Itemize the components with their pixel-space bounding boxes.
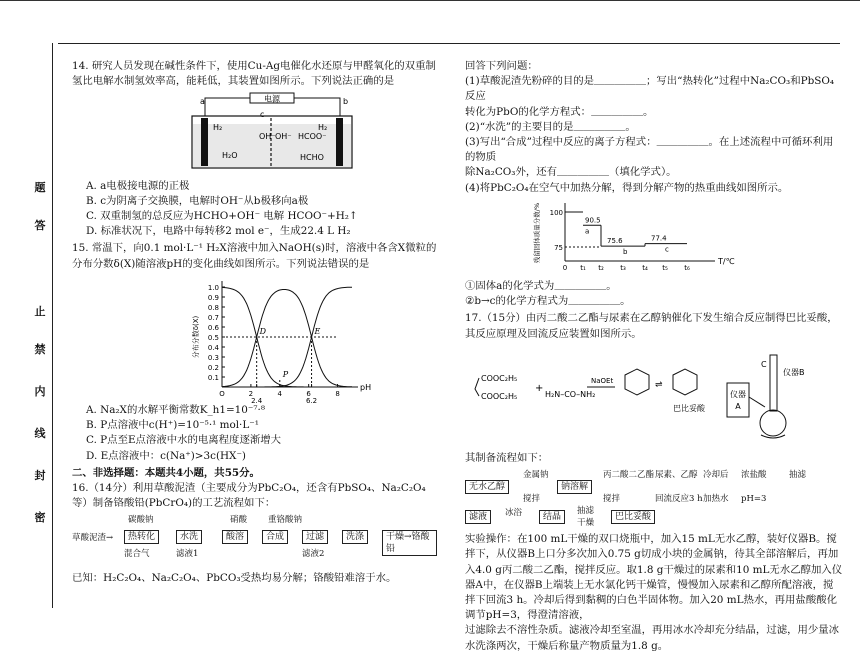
- tga-point-label: 75.6: [607, 236, 623, 245]
- q14-cell-diagram: [72, 92, 437, 170]
- equilibrium-arrow: ⇌: [655, 379, 663, 390]
- q16-byproduct-2: 滤液1: [176, 549, 199, 560]
- q16-step-5: 过滤: [302, 530, 328, 544]
- q16-sub3: (3)写出“合成”过程中反应的离子方程式：＿＿＿＿＿。在上述流程中可循环利用的物质: [465, 136, 834, 164]
- y-tick-label: 0.5: [207, 333, 219, 342]
- tga-x-tick: t₂: [598, 263, 604, 272]
- apparatus-c-label: C: [761, 359, 767, 369]
- tga-seg-label: c: [665, 245, 669, 254]
- q17-f3b: 回流反应3 h: [655, 494, 703, 505]
- q15-distribution-chart: [72, 275, 437, 405]
- x-tick-label: 6.2: [305, 396, 318, 405]
- q15-option-a: A. Na₂X的水解平衡常数K_h1=10⁻⁷·⁸: [86, 404, 265, 417]
- q16-sub4-part1: ①固体a的化学式为＿＿＿＿＿。: [465, 280, 617, 293]
- product-label: 巴比妥酸: [673, 403, 705, 413]
- tga-x-label: T/℃: [718, 256, 735, 266]
- point-label-E: E: [314, 326, 321, 336]
- catalyst-label: NaOEt: [591, 376, 614, 385]
- q17-f8b: 干燥: [577, 518, 595, 529]
- q16-sub4: (4)将PbC₂O₄在空气中加热分解，得到分解产物的热重曲线如图所示。: [465, 181, 789, 194]
- urea: H₂N–CO–NH₂: [545, 389, 596, 399]
- binding-char-4: 禁: [34, 343, 46, 356]
- q16-stem: 16.（14分）利用草酸泥渣（主要成分为PbC₂O₄，还含有PbSO₄、Na₂C₂O₄等）制备铬酸铅(PbCrO₄)的工艺流程如下：: [72, 482, 426, 510]
- right-column: [465, 59, 843, 654]
- q16-sub2: (2)“水洗”的主要目的是＿＿＿＿＿。: [465, 120, 636, 133]
- apparatus-b-label: 仪器B: [783, 367, 805, 377]
- h2-right-label: H₂: [318, 123, 328, 133]
- q17-f1b: 搅拌: [523, 494, 541, 505]
- q17-reaction-and-apparatus: [465, 345, 843, 443]
- q16-reagent-1: 碳酸钠: [128, 515, 154, 526]
- tga-point-label: 77.4: [651, 234, 667, 243]
- electrode-b-label: b: [343, 97, 349, 107]
- reactant-1-bottom: COOC₂H₅: [481, 391, 518, 401]
- q17-f3a: 尿素、乙醇: [655, 470, 698, 481]
- x-tick-label: O: [219, 389, 225, 398]
- q16-known: 已知：H₂C₂O₄、Na₂C₂O₄、PbCO₃受热均易分解；铬酸铅难溶于水。: [72, 572, 397, 585]
- electrode-a-label: a: [200, 97, 205, 107]
- tga-seg-label: a: [585, 227, 590, 236]
- q16-step-4: 合成: [262, 530, 288, 544]
- x-tick-label: 2: [248, 389, 254, 398]
- q17-f5b: pH=3: [741, 494, 767, 505]
- q17-stem: 17.（15分）由丙二酸二乙酯与尿素在乙醇钠催化下发生缩合反应制得巴比妥酸，其反应原理及回流反应装置如图所示。: [465, 312, 838, 340]
- point-label-D: D: [259, 326, 267, 336]
- q14-stem: 14. 研究人员发现在碱性条件下，使用Cu-Ag电催化水还原与甲醛氧化的双重制氢比电解水制氢效率高，能耗低，其装置如图所示。下列说法正确的是: [72, 60, 436, 88]
- y-tick-label: 1.0: [207, 283, 219, 292]
- tga-x-tick: t₅: [662, 263, 668, 272]
- q14-option-c: C. 双重制氢的总反应为HCHO+OH⁻ 电解 HCOO⁻+H₂↑: [86, 210, 358, 223]
- tga-x-tick: 0: [562, 263, 568, 272]
- q17-flow-title: 其制备流程如下：: [465, 452, 549, 465]
- q16-step-1: 热转化: [124, 530, 159, 544]
- q17-f7a: 冰浴: [505, 508, 523, 519]
- membrane-c-label: c: [260, 110, 265, 120]
- point-label-P: P: [282, 369, 289, 379]
- q15-option-c: C. P点至E点溶液中水的电离程度逐渐增大: [86, 434, 282, 447]
- q16-step-6: 洗涤: [342, 530, 368, 544]
- y-tick-label: 0.6: [207, 323, 219, 332]
- q17-box-3: 滤液: [465, 510, 491, 524]
- apparatus-a-letter: A: [735, 401, 741, 411]
- top-rule: [58, 43, 840, 44]
- q17-procedure-2: 过滤除去不溶性杂质。滤液冷却至室温，再用冰水冷却充分结晶，过滤，用少量冰水洗涤两次，干燥后称量产物质量为1.8 g。: [465, 624, 840, 652]
- oh-left-label: OH⁻: [259, 132, 276, 142]
- oh-right-label: OH⁻: [275, 132, 292, 142]
- h2o-label: H₂O: [222, 151, 238, 161]
- tga-point-label: 90.5: [585, 216, 601, 225]
- barbituric-ring: [625, 369, 649, 395]
- apparatus-a-box: [727, 383, 749, 417]
- tga-x-tick: t₄: [642, 263, 648, 272]
- q17-f1a: 金属钠: [523, 470, 549, 481]
- tga-y-label: 残留固体质量分数/%: [533, 202, 541, 264]
- binding-char-3: 止: [34, 305, 46, 318]
- y-tick-label: 0.4: [207, 343, 219, 352]
- enol-ring: [673, 369, 697, 395]
- hcho-label: HCHO: [300, 153, 324, 163]
- power-supply-label: 电源: [264, 94, 280, 104]
- y-tick-label: 0.9: [207, 293, 219, 302]
- tga-y-tick: 100: [549, 208, 563, 217]
- binding-char-5: 内: [34, 385, 46, 398]
- tga-seg-label: b: [623, 247, 628, 256]
- y-tick-label: 0.8: [207, 303, 219, 312]
- reflux-condenser: [770, 355, 777, 411]
- q17-f5a: 浓盐酸: [741, 470, 767, 481]
- q17-f2a: 丙二酸二乙酯: [603, 470, 655, 481]
- q17-box-4: 结晶: [539, 510, 565, 524]
- electrode-a: [201, 118, 208, 166]
- q17-f4b: 加热水: [703, 494, 729, 505]
- reactant-1-top: COOC₂H₅: [481, 373, 518, 383]
- q15-option-b: B. P点溶液中c(H⁺)=10⁻⁵·¹ mol·L⁻¹: [86, 419, 259, 432]
- q17-box-2: 钠溶解: [557, 480, 592, 494]
- q17-f4a: 冷却后: [703, 470, 729, 481]
- binding-char-6: 线: [34, 427, 46, 440]
- q16-reagent-3: 重铬酸钠: [268, 515, 303, 526]
- q17-procedure-1: 实验操作：在100 mL干燥的双口烧瓶中，加入15 mL无水乙醇，装好仪器B。搅拌下，从仪器B上口分多次加入0.75 g切成小块的金属钠，待其全部溶解后，再加入4.0 g丙二酸二乙酯，搅拌反应。取1.8 g干燥过的尿素和10 mL无水乙醇加入仪器A中，在仪器B上端装上无水氯化钙干燥管，慢慢加入尿素和乙醇所配溶液，搅拌下回流3 h。冷却后得到黏稠的白色半固体物。加入20 mL热水，再用盐酸酸化调节pH=3，得澄清溶液，: [465, 533, 843, 622]
- binding-char-8: 密: [34, 511, 46, 524]
- tga-x-tick: t₁: [580, 263, 586, 272]
- x-tick-label: 2.4: [251, 396, 263, 405]
- q16-step-2: 水洗: [176, 530, 202, 544]
- x-tick-label: 8: [335, 389, 340, 398]
- binding-char-1: 题: [34, 181, 46, 194]
- q15-option-d: D. E点溶液中：c(Na⁺)>3c(HX⁻): [86, 449, 246, 462]
- tga-y-tick: 75: [554, 243, 563, 252]
- q16-byproduct-3: 滤液2: [302, 549, 325, 560]
- y-tick-label: 0.2: [207, 363, 219, 372]
- q16-sub1: (1)草酸泥渣先粉碎的目的是＿＿＿＿＿；写出“热转化”过程中Na₂CO₃和PbSO₄反应: [465, 75, 835, 103]
- q16-answer-prompt: 回答下列问题：: [465, 60, 538, 72]
- y-axis-label: 分布分数δ(X): [192, 315, 200, 359]
- q16-sub3-cont: 除Na₂CO₃外，还有＿＿＿＿＿（填化学式）。: [465, 166, 677, 179]
- round-bottom-flask: [760, 410, 786, 436]
- hcoo-label: HCOO⁻: [298, 132, 327, 142]
- q17-flowchart: [465, 470, 843, 528]
- binding-line: [52, 43, 53, 608]
- q16-step-7: 干燥→铬酸铅: [382, 530, 437, 556]
- tga-x-tick: t₆: [684, 263, 690, 272]
- tga-x-tick: t₃: [620, 263, 626, 272]
- q16-sub1-cont: 转化为PbO的化学方程式：＿＿＿＿＿。: [465, 105, 654, 118]
- apparatus-a-label: 仪器: [730, 389, 746, 399]
- x-tick-label: 4: [277, 389, 283, 398]
- q17-f8a: 抽滤: [577, 506, 595, 517]
- left-column: [72, 59, 437, 587]
- q14-option-d: D. 标准状况下，电路中每转移2 mol e⁻，生成22.4 L H₂: [86, 225, 351, 238]
- q14-option-b: B. c为阴离子交换膜，电解时OH⁻从b极移向a极: [86, 194, 309, 207]
- plus-sign: +: [535, 382, 544, 394]
- q16-step-3: 酸溶: [222, 530, 248, 544]
- q14-option-a: A. a电极接电源的正极: [86, 179, 190, 192]
- x-axis-label: pH: [360, 382, 372, 392]
- q16-byproduct-1: 混合气: [124, 549, 150, 560]
- y-tick-label: 0.3: [207, 353, 219, 362]
- q16-reagent-2: 硝酸: [230, 515, 248, 526]
- q16-flowchart: [72, 515, 437, 567]
- section-2-title: 二、非选择题：本题共4小题，共55分。: [72, 466, 260, 479]
- q16-sub4-part2: ②b→c的化学方程式为＿＿＿＿＿。: [465, 295, 631, 308]
- electrode-b: [336, 118, 343, 166]
- q16-start: 草酸泥渣→: [72, 533, 114, 544]
- q16-thermal-curve: [465, 199, 843, 271]
- x-tick-label: 6: [306, 389, 311, 398]
- q17-f2b: 搅拌: [603, 494, 621, 505]
- binding-char-7: 封: [34, 469, 46, 482]
- binding-char-2: 答: [34, 219, 46, 232]
- q15-stem: 15. 常温下，向0.1 mol·L⁻¹ H₂X溶液中加入NaOH(s)时，溶液中各含X微粒的分布分数δ(X)随溶液pH的变化曲线如图所示。下列说法错误的是: [72, 242, 437, 270]
- q17-f6a: 抽滤: [789, 470, 807, 481]
- y-tick-label: 0.1: [207, 373, 219, 382]
- y-tick-label: 0.7: [207, 313, 219, 322]
- h2-left-label: H₂: [213, 123, 223, 133]
- q17-box-1: 无水乙醇: [465, 480, 509, 494]
- q17-box-5: 巴比妥酸: [611, 510, 655, 524]
